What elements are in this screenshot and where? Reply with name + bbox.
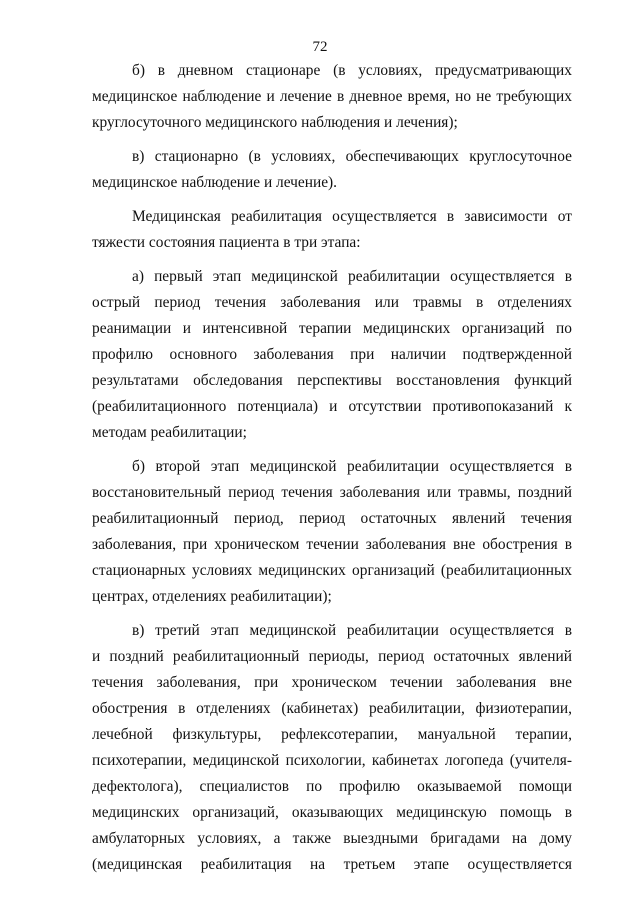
text-line: острый период течения заболевания или травмы в отделениях (92, 294, 572, 311)
page-number: 72 (312, 39, 328, 55)
text-line: дефектолога), специалистов по профилю оказываемой помощи (92, 778, 572, 795)
text-line: в) стационарно (в условиях, обеспечивающих круглосуточное (132, 148, 572, 165)
text-line: обострения в отделениях (кабинетах) реабилитации, физиотерапии, (92, 700, 572, 717)
text-line: заболевания, при хроническом течении заболевания вне обострения в (92, 536, 572, 553)
text-line: (реабилитационного потенциала) и отсутствии противопоказаний к (92, 398, 572, 415)
text-line: лечебной физкультуры, рефлексотерапии, мануальной терапии, (92, 726, 572, 743)
text-line: психотерапии, медицинской психологии, кабинетах логопеда (учителя- (92, 752, 572, 769)
text-line: и поздний реабилитационный периоды, период остаточных явлений (92, 648, 572, 665)
text-line: восстановительный период течения заболевания или травмы, поздний (92, 484, 572, 501)
text-line: результатами обследования перспективы восстановления функций (92, 372, 572, 389)
text-line: течения заболевания, при хроническом течении заболевания вне (92, 674, 572, 691)
text-line: реанимации и интенсивной терапии медицинских организаций по (92, 320, 572, 337)
text-line: б) второй этап медицинской реабилитации осуществляется в (132, 458, 572, 475)
text-line: методам реабилитации; (92, 424, 247, 441)
text-line: амбулаторных условиях, а также выездными бригадами на дому (92, 830, 572, 847)
text-line: реабилитационный период, период остаточных явлений течения (92, 510, 572, 527)
text-line: а) первый этап медицинской реабилитации осуществляется в (132, 268, 572, 285)
text-line: стационарных условиях медицинских организаций (реабилитационных (92, 562, 572, 579)
text-line: медицинское наблюдение и лечение в дневное время, но не требующих (92, 88, 572, 105)
text-line: тяжести состояния пациента в три этапа: (92, 234, 361, 251)
text-line: центрах, отделениях реабилитации); (92, 588, 332, 605)
text-line: круглосуточного медицинского наблюдения и лечения); (92, 114, 458, 131)
text-line: в) третий этап медицинской реабилитации осуществляется в (132, 622, 572, 639)
text-line: (медицинская реабилитация на третьем этапе осуществляется (92, 856, 572, 873)
text-line: Медицинская реабилитация осуществляется в зависимости от (132, 208, 572, 225)
text-line: б) в дневном стационаре (в условиях, предусматривающих (132, 62, 572, 79)
text-line: профилю основного заболевания при наличии подтвержденной (92, 346, 572, 363)
text-line: медицинское наблюдение и лечение). (92, 174, 338, 191)
text-line: медицинских организаций, оказывающих медицинскую помощь в (92, 804, 572, 821)
